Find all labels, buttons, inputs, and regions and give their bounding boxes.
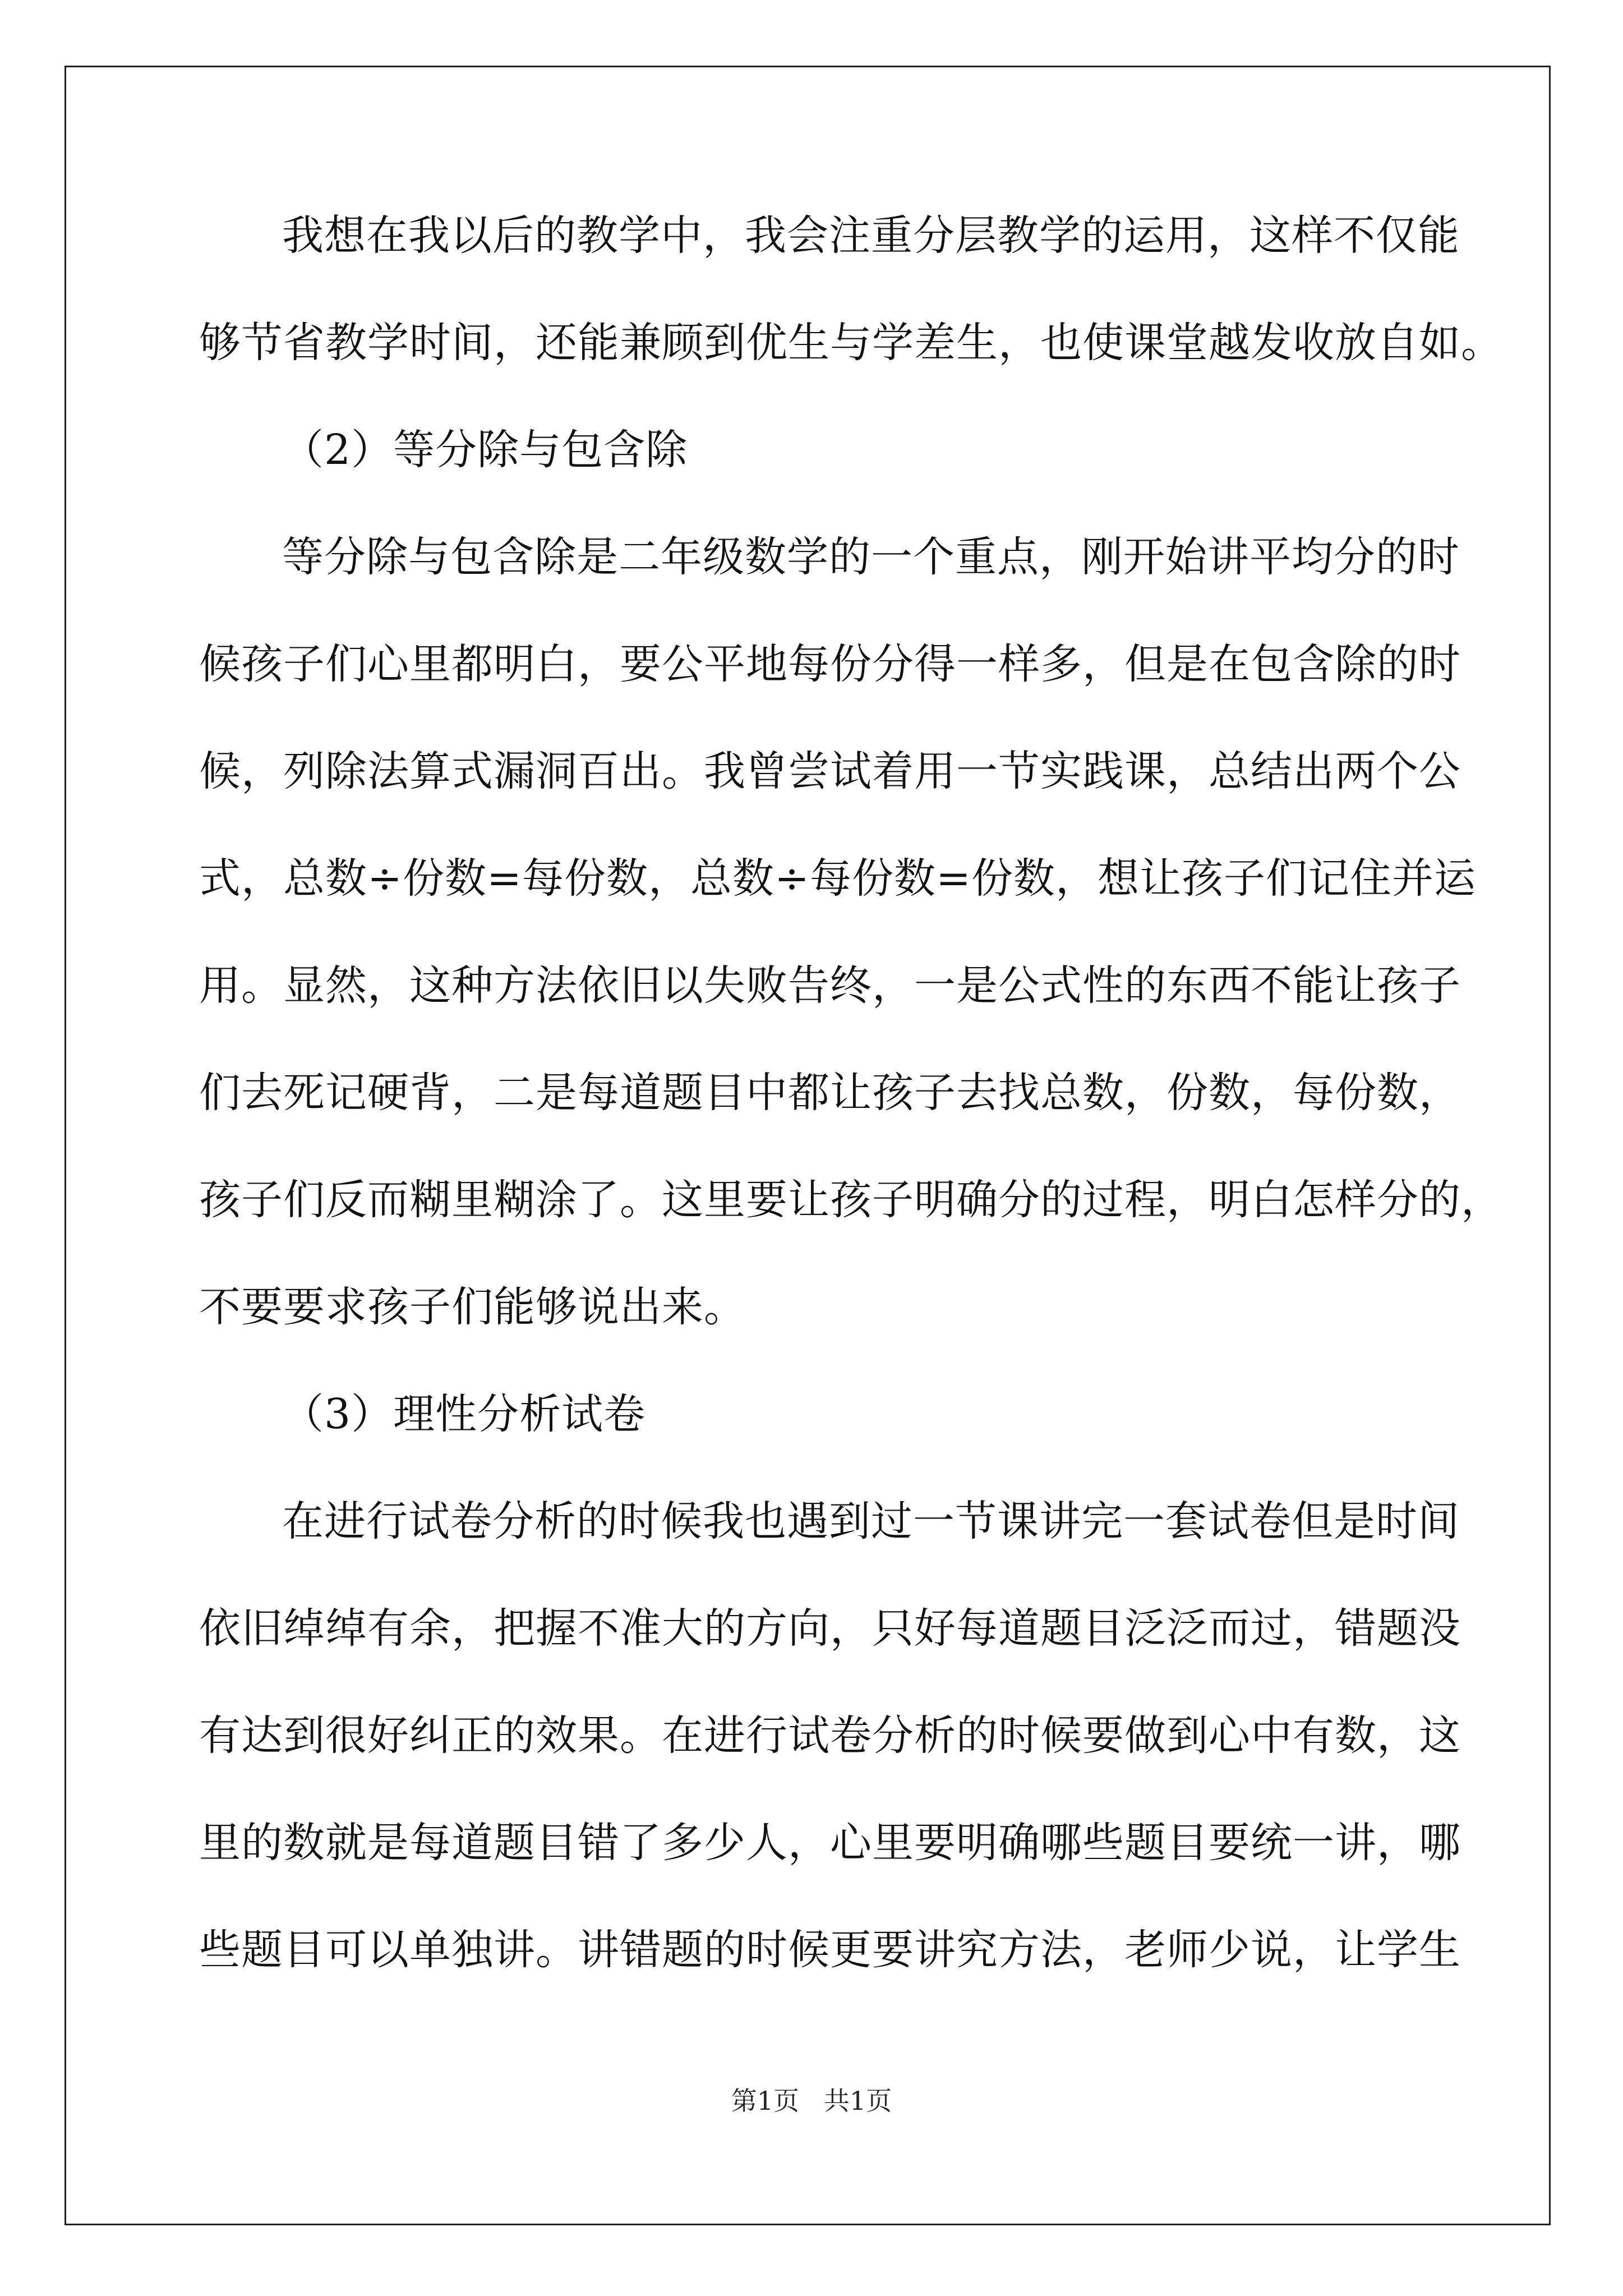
paragraph-line: 等分除与包含除是二年级数学的一个重点，刚开始讲平均分的时 (282, 533, 1460, 581)
paragraph-line: 里的数就是每道题目错了多少人，心里要明确哪些题目要统一讲，哪 (199, 1819, 1461, 1867)
paragraph-line: 在进行试卷分析的时候我也遇到过一节课讲完一套试卷但是时间 (282, 1497, 1460, 1545)
paragraph-line: 候孩子们心里都明白，要公平地每份分得一样多，但是在包含除的时 (199, 640, 1461, 688)
paragraph-line: 候，列除法算式漏洞百出。我曾尝试着用一节实践课，总结出两个公 (199, 747, 1461, 795)
section-heading: （2）等分除与包含除 (282, 426, 688, 474)
paragraph-line: 够节省教学时间，还能兼顾到优生与学差生，也使课堂越发收放自如。 (199, 319, 1503, 367)
section-heading: （3）理性分析试卷 (282, 1390, 646, 1438)
paragraph-line: 们去死记硬背，二是每道题目中都让孩子去找总数，份数，每份数， (199, 1069, 1461, 1117)
paragraph-line: 孩子们反而糊里糊涂了。这里要让孩子明确分的过程，明白怎样分的， (199, 1176, 1503, 1224)
paragraph-line: 依旧绰绰有余，把握不准大的方向，只好每道题目泛泛而过，错题没 (199, 1604, 1461, 1653)
paragraph-line: 不要要求孩子们能够说出来。 (199, 1283, 746, 1331)
paragraph-line: 些题目可以单独讲。讲错题的时候更要讲究方法，老师少说，让学生 (199, 1926, 1461, 1974)
page-number-footer: 第1页 共1页 (731, 2086, 892, 2116)
paragraph-line: 有达到很好纠正的效果。在进行试卷分析的时候要做到心中有数，这 (199, 1711, 1461, 1760)
document-body (199, 211, 1503, 2036)
paragraph-line: 用。显然，这种方法依旧以失败告终，一是公式性的东西不能让孩子 (199, 961, 1461, 1010)
paragraph-line: 我想在我以后的教学中，我会注重分层教学的运用，这样不仅能 (282, 211, 1460, 260)
paragraph-line: 式，总数÷份数=每份数，总数÷每份数=份数，想让孩子们记住并运 (199, 854, 1477, 903)
